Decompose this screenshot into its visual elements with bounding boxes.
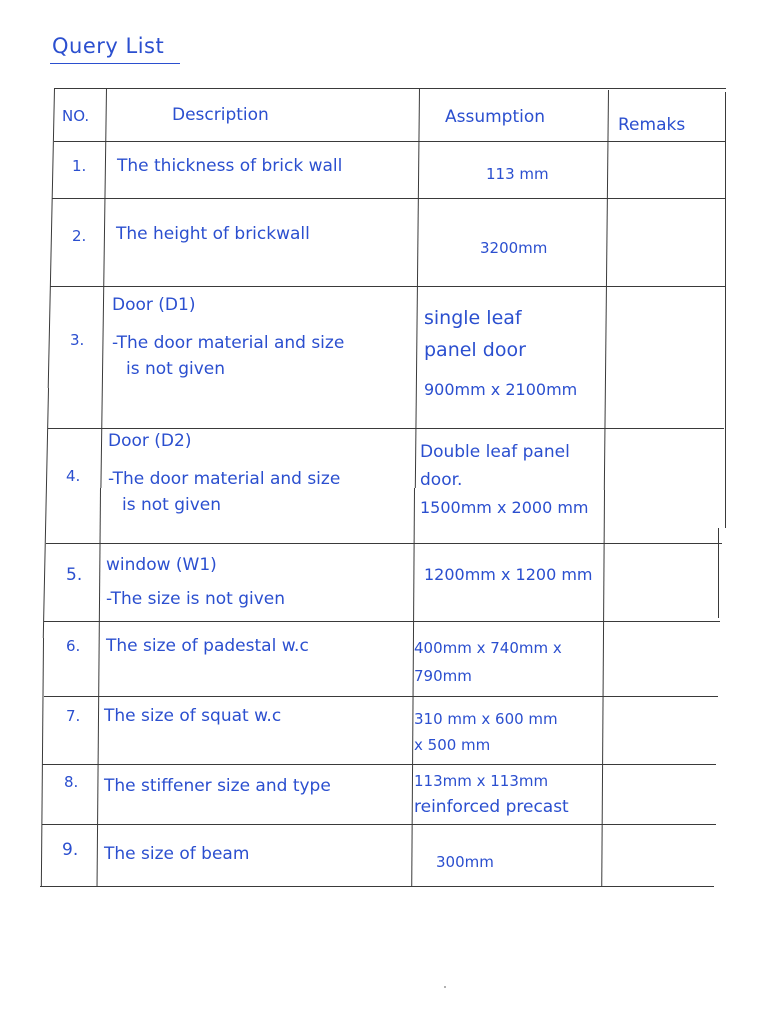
row-divider: [42, 824, 716, 825]
row-number: 2.: [72, 227, 87, 245]
table-border-left: [41, 638, 44, 886]
row-description: [116, 222, 310, 247]
row-assumption: [414, 768, 569, 820]
description-line: The thickness of brick wall: [117, 156, 343, 176]
row-divider: [52, 198, 726, 199]
row-assumption: [414, 706, 558, 758]
row-number: 6.: [66, 637, 81, 655]
description-line: -The door material and size: [112, 333, 345, 353]
row-assumption: [480, 236, 547, 261]
description-line: is not given: [122, 495, 222, 515]
description-line: Door (D1): [112, 295, 196, 315]
description-line: The stiffener size and type: [104, 776, 331, 796]
row-number: 5.: [66, 565, 83, 585]
row-number: 7.: [66, 707, 81, 725]
row-description: [104, 704, 281, 729]
header-remarks: Remaks: [618, 115, 686, 135]
assumption-line: single leaf: [424, 307, 522, 329]
assumption-line: 300mm: [436, 853, 494, 871]
row-description: [108, 426, 340, 516]
description-line: window (W1): [106, 555, 217, 575]
description-line: The size of padestal w.c: [106, 636, 309, 656]
row-description: [112, 290, 344, 380]
table-border-right: [718, 528, 719, 618]
assumption-line: 310 mm x 600 mm: [414, 710, 558, 728]
paper-speck: [444, 986, 446, 988]
table-border-bottom: [40, 886, 714, 887]
row-description: [104, 774, 331, 799]
assumption-line: reinforced precast: [414, 797, 569, 817]
row-number: 4.: [66, 467, 81, 485]
column-divider: [601, 490, 605, 886]
column-divider: [97, 488, 101, 886]
row-divider: [46, 543, 722, 544]
description-line: is not given: [126, 359, 226, 379]
assumption-line: 1200mm x 1200 mm: [424, 565, 593, 584]
column-divider: [604, 90, 609, 490]
row-assumption: [424, 562, 593, 587]
description-line: The height of brickwall: [116, 224, 310, 244]
assumption-line: 3200mm: [480, 239, 548, 257]
assumption-line: 790mm: [414, 667, 472, 685]
description-line: The size of beam: [104, 844, 250, 864]
row-assumption: [414, 634, 562, 690]
row-number: 1.: [72, 157, 87, 175]
description-line: -The size is not given: [106, 589, 285, 609]
row-number: 8.: [64, 773, 79, 791]
row-divider: [44, 696, 718, 697]
page-title: Query List: [52, 34, 165, 58]
description-line: The size of squat w.c: [104, 706, 282, 726]
row-divider: [44, 621, 720, 622]
assumption-line: 113 mm: [486, 165, 549, 183]
row-assumption: [420, 438, 589, 522]
row-assumption: [424, 302, 577, 406]
row-divider: [42, 764, 716, 765]
assumption-line: 900mm x 2100mm: [424, 380, 578, 399]
assumption-line: 1500mm x 2000 mm: [420, 498, 589, 517]
row-divider: [54, 141, 726, 142]
header-assumption: Assumption: [445, 107, 546, 127]
row-assumption: [436, 850, 494, 875]
table-border-top: [54, 88, 726, 89]
row-description: [106, 634, 309, 659]
table-border-left: [43, 388, 49, 638]
assumption-line: Double leaf panel: [420, 442, 570, 462]
assumption-line: 400mm x 740mm x: [414, 639, 562, 657]
row-number: 3.: [70, 331, 85, 349]
title-underline: [50, 63, 180, 64]
row-divider: [50, 286, 726, 287]
header-no: NO.: [62, 107, 90, 125]
row-description: [104, 842, 249, 867]
row-assumption: [486, 162, 549, 187]
row-description: [117, 154, 342, 179]
description-line: Door (D2): [108, 431, 192, 451]
assumption-line: door.: [420, 470, 463, 490]
table-border-right: [725, 92, 726, 528]
table-border-left: [48, 88, 55, 388]
header-description: Description: [172, 105, 269, 125]
row-description: [106, 548, 285, 616]
row-number: 9.: [62, 840, 79, 860]
description-line: -The door material and size: [108, 469, 341, 489]
assumption-line: panel door: [424, 339, 526, 361]
assumption-line: x 500 mm: [414, 736, 491, 754]
assumption-line: 113mm x 113mm: [414, 772, 549, 790]
